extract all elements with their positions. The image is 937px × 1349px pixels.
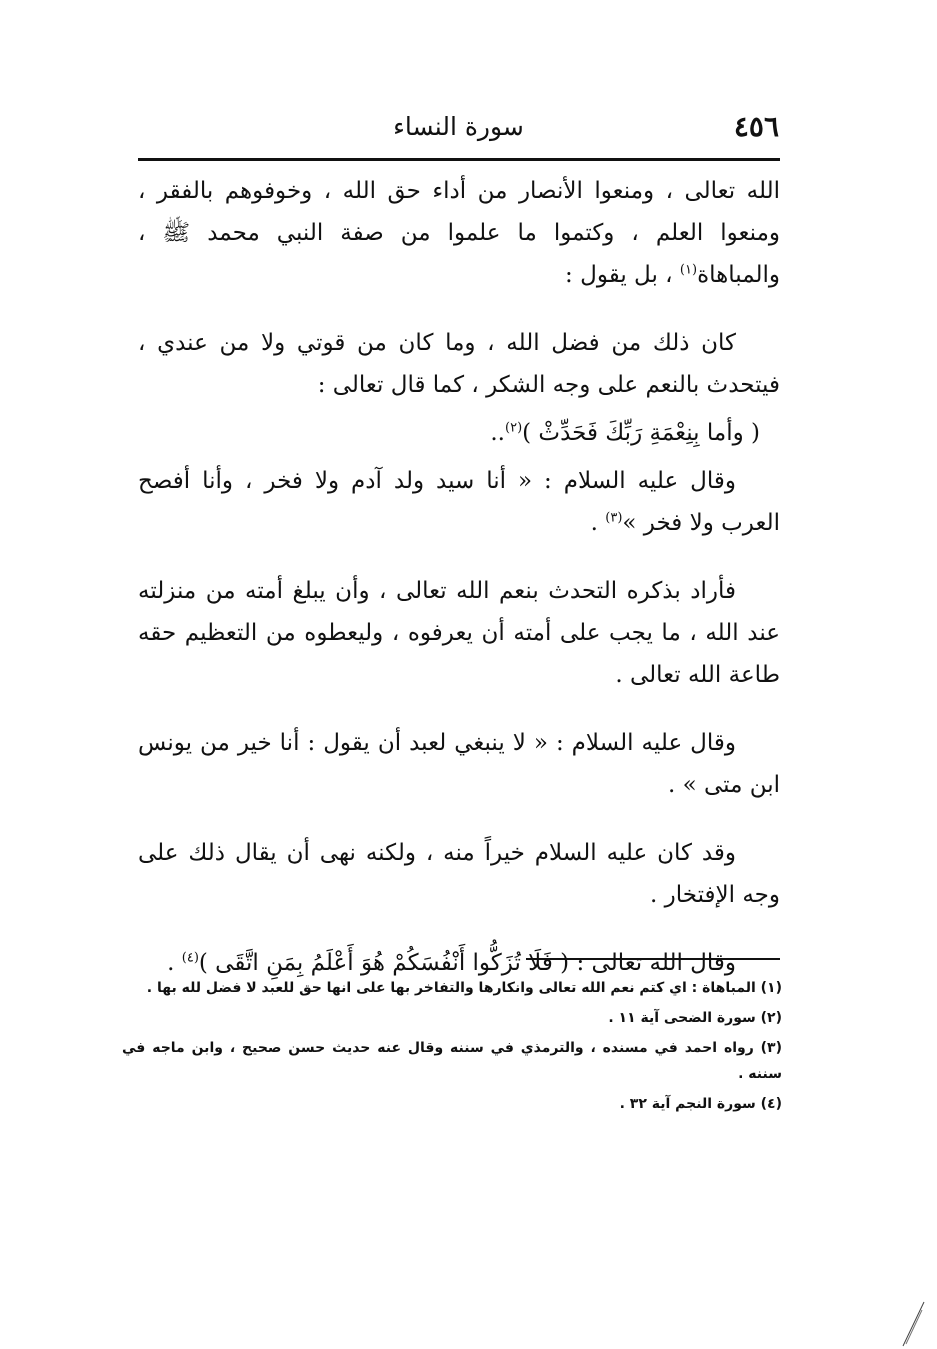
paragraph-6: وقال عليه السلام : « لا ينبغي لعبد أن يقول : أنا خير من يونس ابن متى » .	[138, 730, 780, 798]
quran-verse-1	[138, 412, 780, 454]
footnote-rule	[526, 958, 780, 960]
paragraph-4-tail: .	[590, 510, 606, 536]
paragraph-8-tail: .	[167, 950, 182, 976]
header-rule	[138, 158, 780, 161]
footnote-ref-2: (٢)	[505, 420, 523, 436]
running-title: سورة النساء	[393, 112, 524, 141]
paragraph-7: وقد كان عليه السلام خيراً منه ، ولكنه نهى أن يقال ذلك على وجه الإفتخار .	[138, 840, 780, 908]
paragraph-4-text: وقال عليه السلام : « أنا سيد ولد آدم ولا فخر ، وأنا أفصح العرب ولا فخر »	[138, 468, 780, 536]
footnotes	[122, 975, 782, 1121]
quran-verse-1-tail: ..	[490, 420, 505, 446]
paragraph-1	[138, 170, 780, 296]
quran-verse-1-text: ( وأما بِنِعْمَةِ رَبِّكَ فَحَدِّثْ )	[522, 420, 760, 446]
footnote-2: (٢) سورة الضحى آية ١١ .	[608, 1010, 782, 1026]
scan-edge-mark	[900, 1300, 926, 1348]
paragraph-8-text: وقال الله تعالى : ( فَلَا تُزَكُّوا أَنْفُسَكُمْ هُوَ أَعْلَمُ بِمَنِ اتَّقَى )	[198, 950, 736, 976]
paragraph-5: فأراد بذكره التحدث بنعم الله تعالى ، وأن يبلغ أمته من منزلته عند الله ، ما يجب على أمته أن يعرفوه ، وليعطوه من التعظيم حقه طاعة الله تعالى .	[138, 578, 780, 688]
paragraph-1-tail: ، بل يقول :	[565, 262, 680, 288]
body-text	[138, 170, 780, 1010]
footnote-ref-3: (٣)	[605, 510, 623, 526]
paragraph-1-text: الله تعالى ، ومنعوا الأنصار من أداء حق الله ، وخوفوهم بالفقر ، ومنعوا العلم ، وكتموا ما علموا من صفة النبي محمد ﷺ ، والمباهاة	[138, 178, 780, 288]
page-header	[138, 106, 779, 150]
footnote-3: (٣) رواه احمد في مسنده ، والترمذي في سننه وقال عنه حديث حسن صحيح ، وابن ماجه في سننه .	[122, 1040, 782, 1082]
paragraph-2: كان ذلك من فضل الله ، وما كان من قوتي ولا من عندي ، فيتحدث بالنعم على وجه الشكر ، كما قال تعالى :	[138, 330, 780, 398]
footnote-ref-1: (١)	[679, 262, 698, 278]
page-number: ٤٥٦	[733, 110, 779, 143]
paragraph-4	[138, 460, 780, 544]
footnote-ref-4: (٤)	[181, 950, 199, 966]
footnote-1: (١) المباهاة : اي كتم نعم الله تعالى وانكارها والتفاخر بها على انها حق للعبد لا فضل لله بها .	[146, 980, 782, 996]
footnote-4: (٤) سورة النجم آية ٣٢ .	[619, 1096, 782, 1112]
